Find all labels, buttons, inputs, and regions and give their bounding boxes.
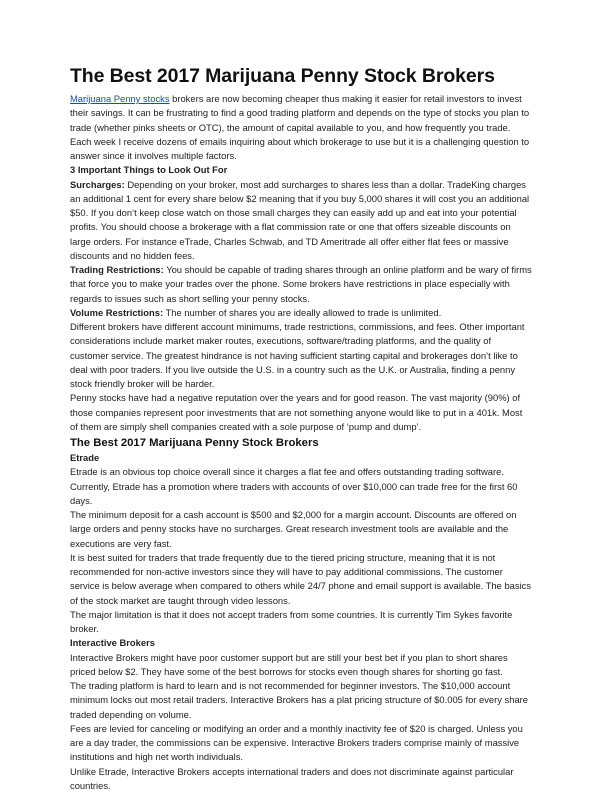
penny-stocks-reputation-paragraph: Penny stocks have had a negative reputation over the years and for good reason. The vast majority (90%) of those companies represent poor investments that are not something anyone would like to put in a 401k. Most of them are simply shell companies created with a sole purpose of ‘pump and dump’. <box>70 391 532 434</box>
volume-restrictions-label: Volume Restrictions: <box>70 307 163 318</box>
volume-restrictions-paragraph <box>70 306 532 320</box>
different-brokers-paragraph: Different brokers have different account minimums, trade restrictions, commissions, and fees. Other important considerations include market maker routes, executions, software/trading platforms, and the quality of customer service. The greatest hindrance is not having sufficient starting capital and brokerages don’t like to deal with poor traders. If you live outside the U.S. in a country such as the U.K. or Australia, finding a penny stock friendly broker will be harder. <box>70 320 532 391</box>
volume-restrictions-text: The number of shares you are ideally allowed to trade is unlimited. <box>163 307 441 318</box>
etrade-paragraph: The major limitation is that it does not accept traders from some countries. It is currently Tim Sykes favorite broker. <box>70 608 532 637</box>
marijuana-penny-stocks-link[interactable]: Marijuana Penny stocks <box>70 93 170 104</box>
interactive-brokers-paragraph: Fees are levied for canceling or modifying an order and a monthly inactivity fee of $20 is charged. Unless you are a day trader, the commissions can be expensive. Interactive Brokers traders comprise mainly of massive institutions and high net worth individuals. <box>70 722 532 765</box>
interactive-brokers-paragraph: Interactive Brokers might have poor customer support but are still your best bet if you plan to short shares priced below $2. They have some of the best borrows for stocks even though shares for shorting go fast. <box>70 651 532 680</box>
page-title: The Best 2017 Marijuana Penny Stock Brokers <box>70 64 532 88</box>
etrade-heading: Etrade <box>70 451 532 465</box>
trading-restrictions-text: You should be capable of trading shares through an online platform and be wary of firms that force you to make your trades over the phone. Some brokers have restrictions in place especially with regards to issues such as short selling your penny stocks. <box>70 264 532 304</box>
etrade-paragraph: It is best suited for traders that trade frequently due to the tiered pricing structure, meaning that it is not recommended for non-active investors since they will have to pay additional commissions. The customer service is below average when compared to others while 24/7 phone and email support is available. The basics of the stock market are taught through video lessons. <box>70 551 532 608</box>
surcharges-paragraph <box>70 178 532 264</box>
intro-text: brokers are now becoming cheaper thus making it easier for retail investors to invest their savings. It can be frustrating to find a good trading platform and depends on the type of stocks you plan to trade (whether pinks sheets or OTC), the amount of capital available to you, and how frequently you trade. Each week I receive dozens of emails inquiring about which brokerage to use but it is a challenging question to answer since it involves multiple factors. <box>70 93 529 161</box>
trading-restrictions-paragraph <box>70 263 532 306</box>
surcharges-text: Depending on your broker, most add surcharges to shares less than a dollar. TradeKing charges an additional 1 cent for every share below $2 meaning that if you buy 5,000 shares it will cost you an additional $50. If you don’t keep close watch on those small charges they can easily add up and eat into your potential profits. You should choose a brokerage with a flat commission rate or one that offers sizeable discounts on large orders. For instance eTrade, Charles Schwab, and TD Ameritrade all offer either flat fees or massive discounts and no hidden fees. <box>70 179 529 261</box>
etrade-paragraph: The minimum deposit for a cash account is $500 and $2,000 for a margin account. Discounts are offered on large orders and penny stocks have no surcharges. Great research investment tools are available and the executions are very fast. <box>70 508 532 551</box>
section-heading: The Best 2017 Marijuana Penny Stock Brokers <box>70 435 532 451</box>
important-things-heading: 3 Important Things to Look Out For <box>70 163 532 177</box>
surcharges-label: Surcharges: <box>70 179 125 190</box>
trading-restrictions-label: Trading Restrictions: <box>70 264 164 275</box>
interactive-brokers-paragraph: Unlike Etrade, Interactive Brokers accepts international traders and does not discriminate against particular countries. <box>70 765 532 793</box>
interactive-brokers-heading: Interactive Brokers <box>70 636 532 650</box>
interactive-brokers-paragraph: The trading platform is hard to learn and is not recommended for beginner investors. The $10,000 account minimum locks out most retail traders. Interactive Brokers has a plat pricing structure of $0.005 for every share traded depending on volume. <box>70 679 532 722</box>
etrade-paragraph: Etrade is an obvious top choice overall since it charges a flat fee and offers outstanding trading software. Currently, Etrade has a promotion where traders with accounts of over $10,000 can trade free for the first 60 days. <box>70 465 532 508</box>
intro-paragraph <box>70 92 532 163</box>
document-page <box>70 64 532 793</box>
